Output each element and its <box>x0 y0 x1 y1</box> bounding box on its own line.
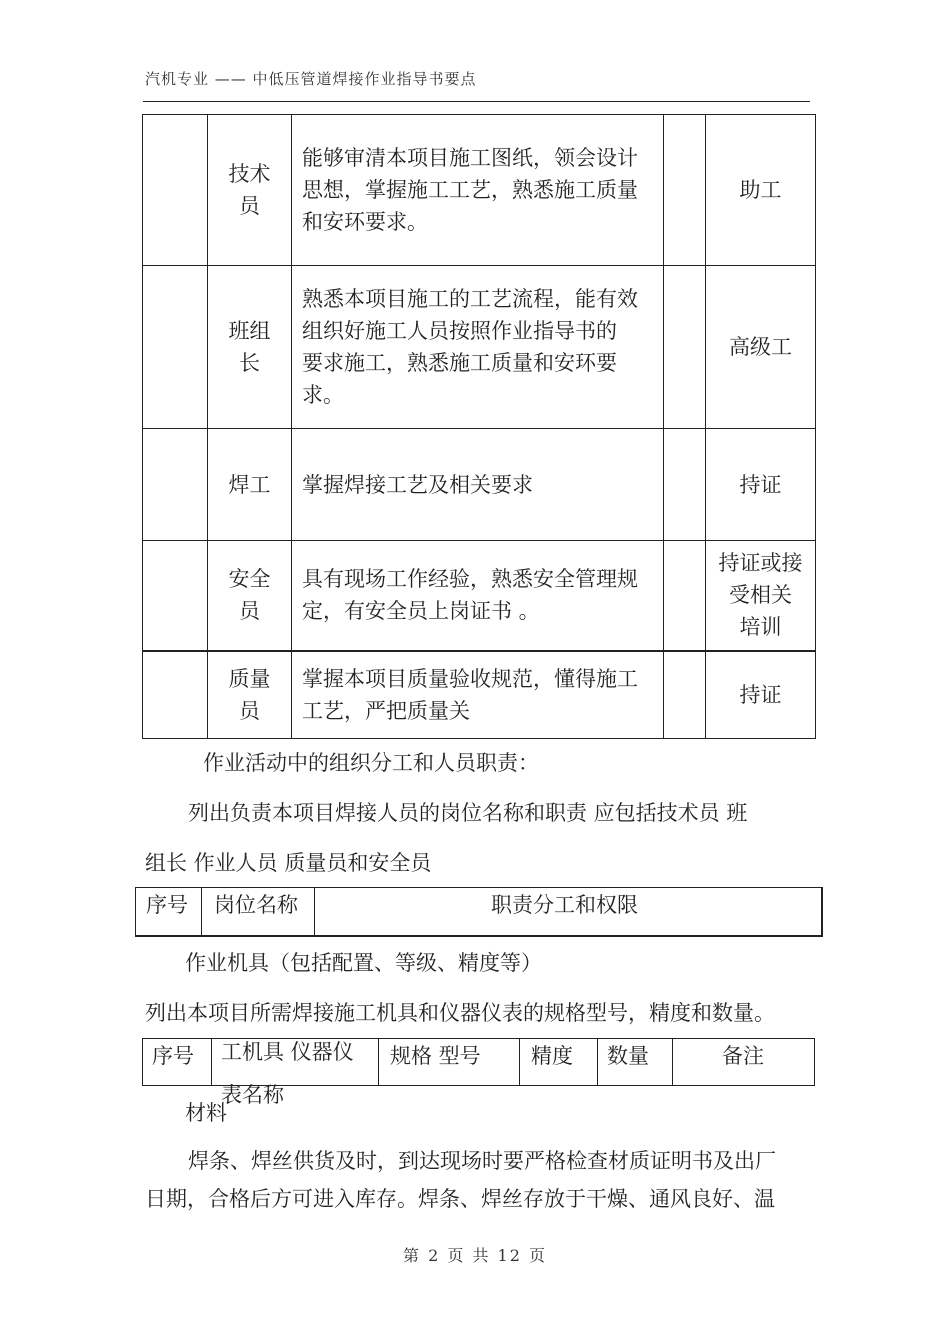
table-divider <box>519 1038 520 1086</box>
table-divider <box>597 1038 598 1086</box>
role-level-text: 受相关 <box>729 583 792 608</box>
tools-col-name-line2: 表名称 <box>221 1083 284 1107</box>
role-level-cell <box>706 651 816 739</box>
role-duty-text: 定，有安全员上岗证书 。 <box>302 599 540 624</box>
role-duty-text: 掌握本项目质量验收规范，懂得施工 <box>302 666 638 691</box>
section-material-heading: 材料 <box>185 1101 227 1125</box>
section-org-text-line2: 组长 作业人员 质量员和安全员 <box>145 851 432 875</box>
role-title-text: 质量 <box>228 666 271 691</box>
role-number-cell <box>143 541 208 651</box>
resp-col-number: 序号 <box>146 893 188 917</box>
role-blank-cell <box>664 429 706 541</box>
tools-col-number: 序号 <box>152 1044 194 1068</box>
role-duty-cell <box>292 651 664 739</box>
roles-table <box>142 114 816 739</box>
role-row <box>143 429 816 541</box>
role-level-text: 高级工 <box>729 335 792 359</box>
role-blank-cell <box>664 115 706 266</box>
tools-col-precision: 精度 <box>531 1044 573 1068</box>
role-row <box>143 266 816 429</box>
role-number-cell <box>143 651 208 739</box>
role-level-cell <box>706 541 816 651</box>
role-title-cell <box>208 541 292 651</box>
section-tools-heading: 作业机具（包括配置、等级、精度等） <box>185 951 542 975</box>
table-divider <box>378 1038 379 1086</box>
role-title-cell <box>208 651 292 739</box>
role-duty-text: 和安环要求。 <box>302 210 428 234</box>
role-title-text: 安全 <box>228 567 271 592</box>
role-duty-cell <box>292 429 664 541</box>
role-title-cell <box>208 429 292 541</box>
role-duty-text: 掌握焊接工艺及相关要求 <box>302 472 533 497</box>
tools-col-quantity: 数量 <box>607 1044 649 1068</box>
role-number-cell <box>143 266 208 429</box>
role-duty-text: 能够审清本项目施工图纸，领会设计 <box>302 146 638 170</box>
tools-col-spec: 规格 型号 <box>390 1044 481 1068</box>
page-footer: 第 2 页 共 12 页 <box>403 1246 547 1265</box>
section-material-text-line1: 焊条、焊丝供货及时，到达现场时要严格检查材质证明书及出厂 <box>188 1149 776 1173</box>
table-divider <box>201 887 202 937</box>
role-duty-text: 思想，掌握施工工艺，熟悉施工质量 <box>302 178 638 202</box>
role-duty-text: 组织好施工人员按照作业指导书的 <box>302 319 617 343</box>
role-blank-cell <box>664 651 706 739</box>
role-duty-text: 求。 <box>302 383 344 407</box>
role-duty-text: 熟悉本项目施工的工艺流程，能有效 <box>302 287 638 311</box>
role-duty-text: 具有现场工作经验，熟悉安全管理规 <box>302 567 638 592</box>
role-title-text: 员 <box>239 194 260 218</box>
table-divider <box>314 887 315 937</box>
role-blank-cell <box>664 541 706 651</box>
role-level-cell <box>706 266 816 429</box>
role-duty-cell <box>292 541 664 651</box>
section-tools-text: 列出本项目所需焊接施工机具和仪器仪表的规格型号，精度和数量。 <box>145 1001 775 1025</box>
role-title-cell <box>208 115 292 266</box>
role-duty-cell <box>292 266 664 429</box>
role-level-text: 持证 <box>739 682 782 707</box>
section-org-text-line1: 列出负责本项目焊接人员的岗位名称和职责 应包括技术员 班 <box>188 801 748 825</box>
table-divider <box>672 1038 673 1086</box>
header-divider <box>143 101 810 102</box>
role-number-cell <box>143 115 208 266</box>
role-level-cell <box>706 429 816 541</box>
role-title-text: 长 <box>239 351 260 375</box>
section-material-text-line2: 日期，合格后方可进入库存。焊条、焊丝存放于干燥、通风良好、温 <box>145 1187 775 1211</box>
role-level-text: 助工 <box>739 178 782 202</box>
role-title-text: 员 <box>239 599 260 624</box>
resp-col-duty: 职责分工和权限 <box>491 893 638 917</box>
role-level-text: 持证或接 <box>718 551 803 576</box>
resp-col-post: 岗位名称 <box>214 893 298 917</box>
section-org-heading: 作业活动中的组织分工和人员职责： <box>203 751 539 775</box>
role-number-cell <box>143 429 208 541</box>
role-level-text: 培训 <box>739 615 782 640</box>
role-title-cell <box>208 266 292 429</box>
role-level-text: 持证 <box>739 472 782 497</box>
role-duty-cell <box>292 115 664 266</box>
role-level-cell <box>706 115 816 266</box>
role-blank-cell <box>664 266 706 429</box>
role-title-text: 焊工 <box>228 472 271 497</box>
role-duty-text: 工艺，严把质量关 <box>302 698 470 723</box>
role-duty-text: 要求施工，熟悉施工质量和安环要 <box>302 351 617 375</box>
role-row <box>143 115 816 266</box>
role-title-text: 技术 <box>228 162 271 186</box>
role-row <box>143 651 816 739</box>
table-divider <box>211 1038 212 1086</box>
tools-col-name-line1: 工机具 仪器仪 <box>221 1040 354 1064</box>
tools-col-remark: 备注 <box>722 1044 764 1068</box>
role-title-text: 班组 <box>228 319 271 343</box>
page-header-title: 汽机专业 —— 中低压管道焊接作业指导书要点 <box>145 70 477 88</box>
role-title-text: 员 <box>239 698 260 723</box>
role-row <box>143 541 816 651</box>
